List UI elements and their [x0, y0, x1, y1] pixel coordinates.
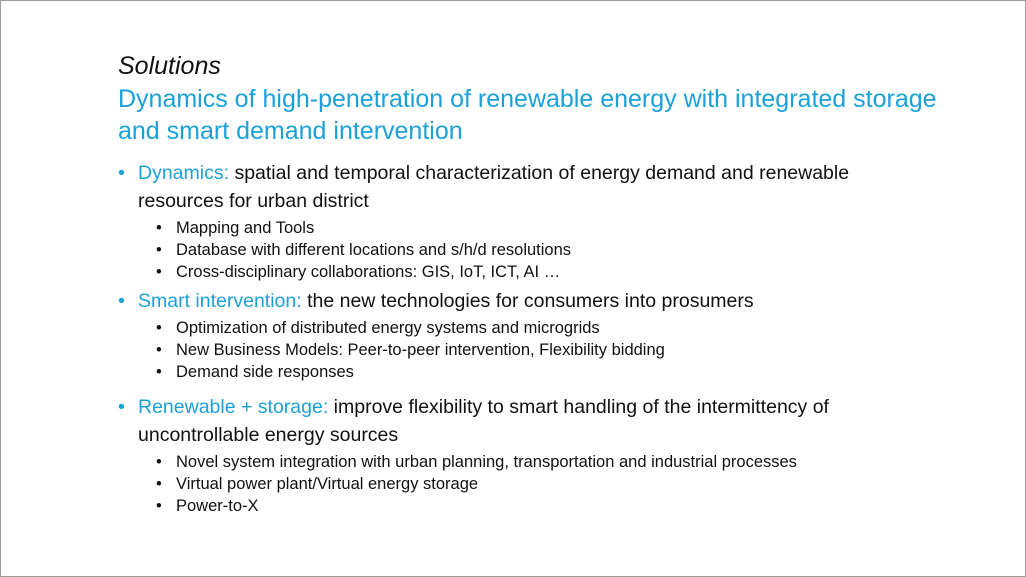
- sub-bullet-list: [156, 217, 918, 283]
- sub-bullet-text: Database with different locations and s/h/d resolutions: [176, 241, 572, 259]
- sub-bullet-dot-icon: •: [156, 341, 162, 359]
- sub-bullet-text: New Business Models: Peer-to-peer intervention, Flexibility bidding: [176, 341, 665, 359]
- bullet-term: Smart intervention:: [138, 290, 302, 312]
- sub-bullet-dot-icon: •: [156, 475, 162, 493]
- sub-bullet-text: Cross-disciplinary collaborations: GIS, IoT, ICT, AI …: [176, 263, 561, 281]
- sub-bullet-dot-icon: •: [156, 497, 162, 515]
- sub-bullet: [156, 339, 918, 361]
- sub-bullet-text: Power-to-X: [176, 497, 259, 515]
- sub-bullet: [156, 473, 918, 495]
- sub-bullet-text: Virtual power plant/Virtual energy storage: [176, 475, 479, 493]
- sub-bullet: [156, 451, 918, 473]
- sub-bullet-list: [156, 451, 918, 517]
- sub-bullet: [156, 495, 918, 517]
- slide-subtitle: Dynamics of high-penetration of renewable energy with integrated storage and smart demand intervention: [118, 85, 937, 145]
- sub-bullet-dot-icon: •: [156, 241, 162, 259]
- sub-bullet-dot-icon: •: [156, 363, 162, 381]
- bullet-term: Dynamics:: [138, 162, 230, 184]
- bullet-text: spatial and temporal characterization of energy demand and renewable resources for urban district: [138, 162, 850, 212]
- bullet-text: improve flexibility to smart handling of the intermittency of uncontrollable energy sources: [138, 396, 829, 446]
- sub-bullet: [156, 217, 918, 239]
- bullet-term: Renewable + storage:: [138, 396, 329, 418]
- sub-bullet: [156, 361, 918, 383]
- sub-bullet-text: Demand side responses: [176, 363, 354, 381]
- sub-bullet-dot-icon: •: [156, 453, 162, 471]
- sub-bullet: [156, 317, 918, 339]
- sub-bullet: [156, 239, 918, 261]
- bullet-dot-icon: •: [118, 290, 125, 312]
- sub-bullet-list: [156, 317, 918, 383]
- sub-bullet-dot-icon: •: [156, 319, 162, 337]
- bullet-renewable-storage: [118, 393, 918, 449]
- bullet-dot-icon: •: [118, 396, 125, 418]
- bullet-text: the new technologies for consumers into prosumers: [301, 290, 754, 312]
- sub-bullet: [156, 261, 918, 283]
- sub-bullet-dot-icon: •: [156, 263, 162, 281]
- bullet-smart-intervention: [118, 287, 918, 315]
- title-block: [118, 51, 978, 147]
- sub-bullet-text: Optimization of distributed energy systems and microgrids: [176, 319, 600, 337]
- sub-bullet-text: Novel system integration with urban planning, transportation and industrial processes: [176, 453, 797, 471]
- bullet-list: [118, 159, 918, 521]
- sub-bullet-text: Mapping and Tools: [176, 219, 315, 237]
- slide-heading: Solutions: [118, 52, 221, 80]
- bullet-dynamics: [118, 159, 918, 215]
- bullet-dot-icon: •: [118, 162, 125, 184]
- sub-bullet-dot-icon: •: [156, 219, 162, 237]
